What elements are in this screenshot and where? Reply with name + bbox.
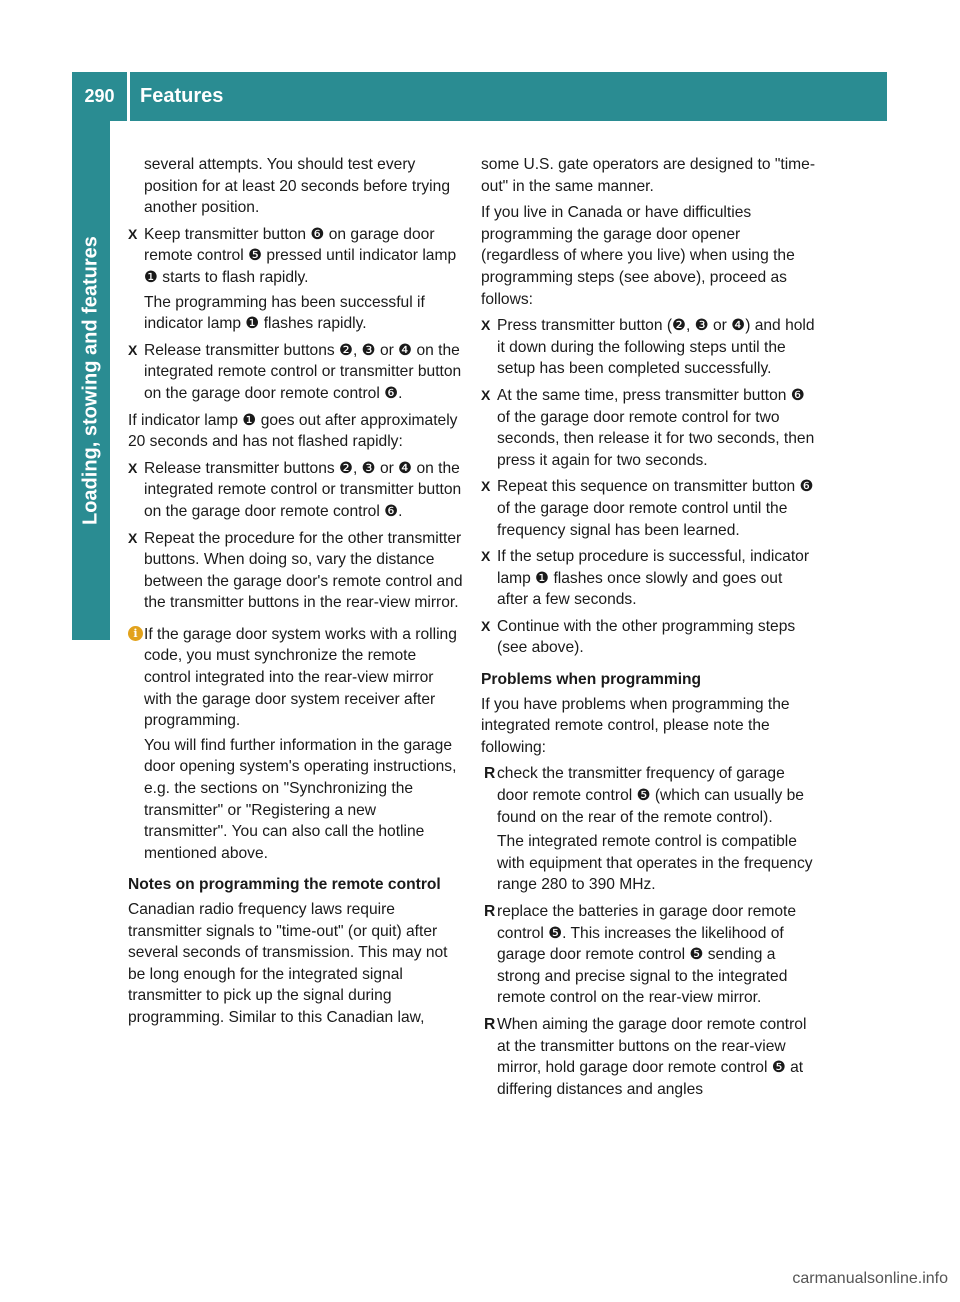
step-marker-icon: X: [481, 386, 491, 403]
footer-watermark: carmanualsonline.info: [792, 1270, 948, 1287]
step-marker-icon: X: [481, 317, 491, 334]
instruction-step: [481, 546, 816, 611]
bullet-text: replace the batteries in garage door remote control ❺. This increases the likelihood of garage door remote control ❺ sending a strong and precise signal to the integrated remote control on the rear-view mirror.: [497, 903, 797, 1007]
left-column: [128, 154, 463, 1034]
step-text: Repeat the procedure for the other transmitter buttons. When doing so, vary the distance between the garage door's remote control and the transmitter buttons in the rear-view mirror.: [144, 529, 463, 612]
instruction-step: [481, 315, 816, 380]
step-text: Release transmitter buttons ❷, ❸ or ❹ on the integrated remote control or transmitter button on the garage door remote control ❻.: [144, 459, 462, 520]
paragraph: If indicator lamp ❶ goes out after approximately 20 seconds and has not flashed rapidly:: [128, 411, 458, 451]
bullet-item: [481, 901, 816, 1009]
paragraph: If you live in Canada or have difficulties programming the garage door opener (regardless of where you live) when using the programming steps (see above), proceed as follows:: [481, 204, 795, 308]
instruction-step: [481, 385, 816, 471]
instruction-step: [128, 340, 463, 405]
subheading: Notes on programming the remote control: [128, 876, 441, 894]
step-marker-icon: X: [481, 548, 491, 565]
paragraph: some U.S. gate operators are designed to "time-out" in the same manner.: [481, 156, 816, 195]
paragraph: If you have problems when programming the integrated remote control, please note the following:: [481, 695, 790, 756]
bullet-item: [481, 1014, 816, 1100]
bullet-marker-icon: R: [484, 1015, 496, 1033]
info-note: [128, 624, 463, 865]
step-marker-icon: X: [128, 459, 138, 476]
step-marker-icon: X: [481, 478, 491, 495]
step-text: Keep transmitter button ❻ on garage door remote control ❺ pressed until indicator lamp ❶ starts to flash rapidly.: [144, 225, 457, 286]
section-title: Features: [140, 85, 224, 107]
instruction-step: [128, 224, 463, 335]
step-marker-icon: X: [128, 341, 138, 358]
paragraph: Canadian radio frequency laws require transmitter signals to "time-out" (or quit) after several seconds of transmission. This may not be long enough for the integrated signal transmitter to pick up the signal during programming. Similar to this Canadian law,: [128, 901, 448, 1026]
bullet-marker-icon: R: [484, 765, 496, 783]
instruction-step: [481, 616, 816, 659]
step-text: Press transmitter button (❷, ❸ or ❹) and hold it down during the following steps until the setup has been completed successfully.: [497, 317, 815, 378]
chapter-label: Loading, stowing and features: [79, 236, 102, 525]
step-marker-icon: X: [128, 225, 138, 242]
step-marker-icon: X: [128, 529, 138, 546]
step-text: At the same time, press transmitter button ❻ of the garage door remote control for two seconds, then release it for two seconds, then press it again for two seconds.: [497, 386, 815, 469]
chapter-side-tab: [72, 121, 110, 640]
page-header: [72, 72, 887, 121]
step-text: Continue with the other programming steps (see above).: [497, 617, 796, 657]
bullet-subtext: The integrated remote control is compatible with equipment that operates in the frequency range 280 to 390 MHz.: [497, 833, 813, 894]
instruction-step: [481, 476, 816, 541]
step-text: Repeat this sequence on transmitter button ❻ of the garage door remote control until the frequency signal has been learned.: [497, 478, 814, 539]
note-text: If the garage door system works with a rolling code, you must synchronize the remote control integrated into the rear-view mirror with the garage door system receiver after programming.: [144, 625, 457, 730]
paragraph: several attempts. You should test every position for at least 20 seconds before trying another position.: [144, 156, 450, 217]
bullet-item: [481, 763, 816, 896]
step-text: Release transmitter buttons ❷, ❸ or ❹ on the integrated remote control or transmitter button on the garage door remote control ❻.: [144, 341, 462, 402]
note-subtext: You will find further information in the garage door opening system's operating instructions, e.g. the sections on "Synchronizing the transmitter" or "Registering a new transmitter". You can also call the hotline mentioned above.: [144, 736, 457, 862]
step-text: If the setup procedure is successful, indicator lamp ❶ flashes once slowly and goes out after a few seconds.: [497, 548, 810, 609]
instruction-step: [128, 458, 463, 523]
bullet-marker-icon: R: [484, 903, 496, 920]
step-subtext: The programming has been successful if indicator lamp ❶ flashes rapidly.: [144, 293, 425, 333]
bullet-text: check the transmitter frequency of garage door remote control ❺ (which can usually be found on the rear of the remote control).: [497, 765, 804, 826]
instruction-step: [128, 528, 463, 614]
step-marker-icon: X: [481, 617, 491, 634]
page-number: 290: [84, 86, 115, 106]
subheading: Problems when programming: [481, 671, 702, 689]
right-column: [481, 154, 816, 1105]
info-icon: i: [128, 626, 143, 641]
bullet-text: When aiming the garage door remote control at the transmitter buttons on the rear-view mirror, hold garage door remote control ❺ at differing distances and angles: [497, 1015, 807, 1098]
header-divider: [127, 72, 130, 121]
